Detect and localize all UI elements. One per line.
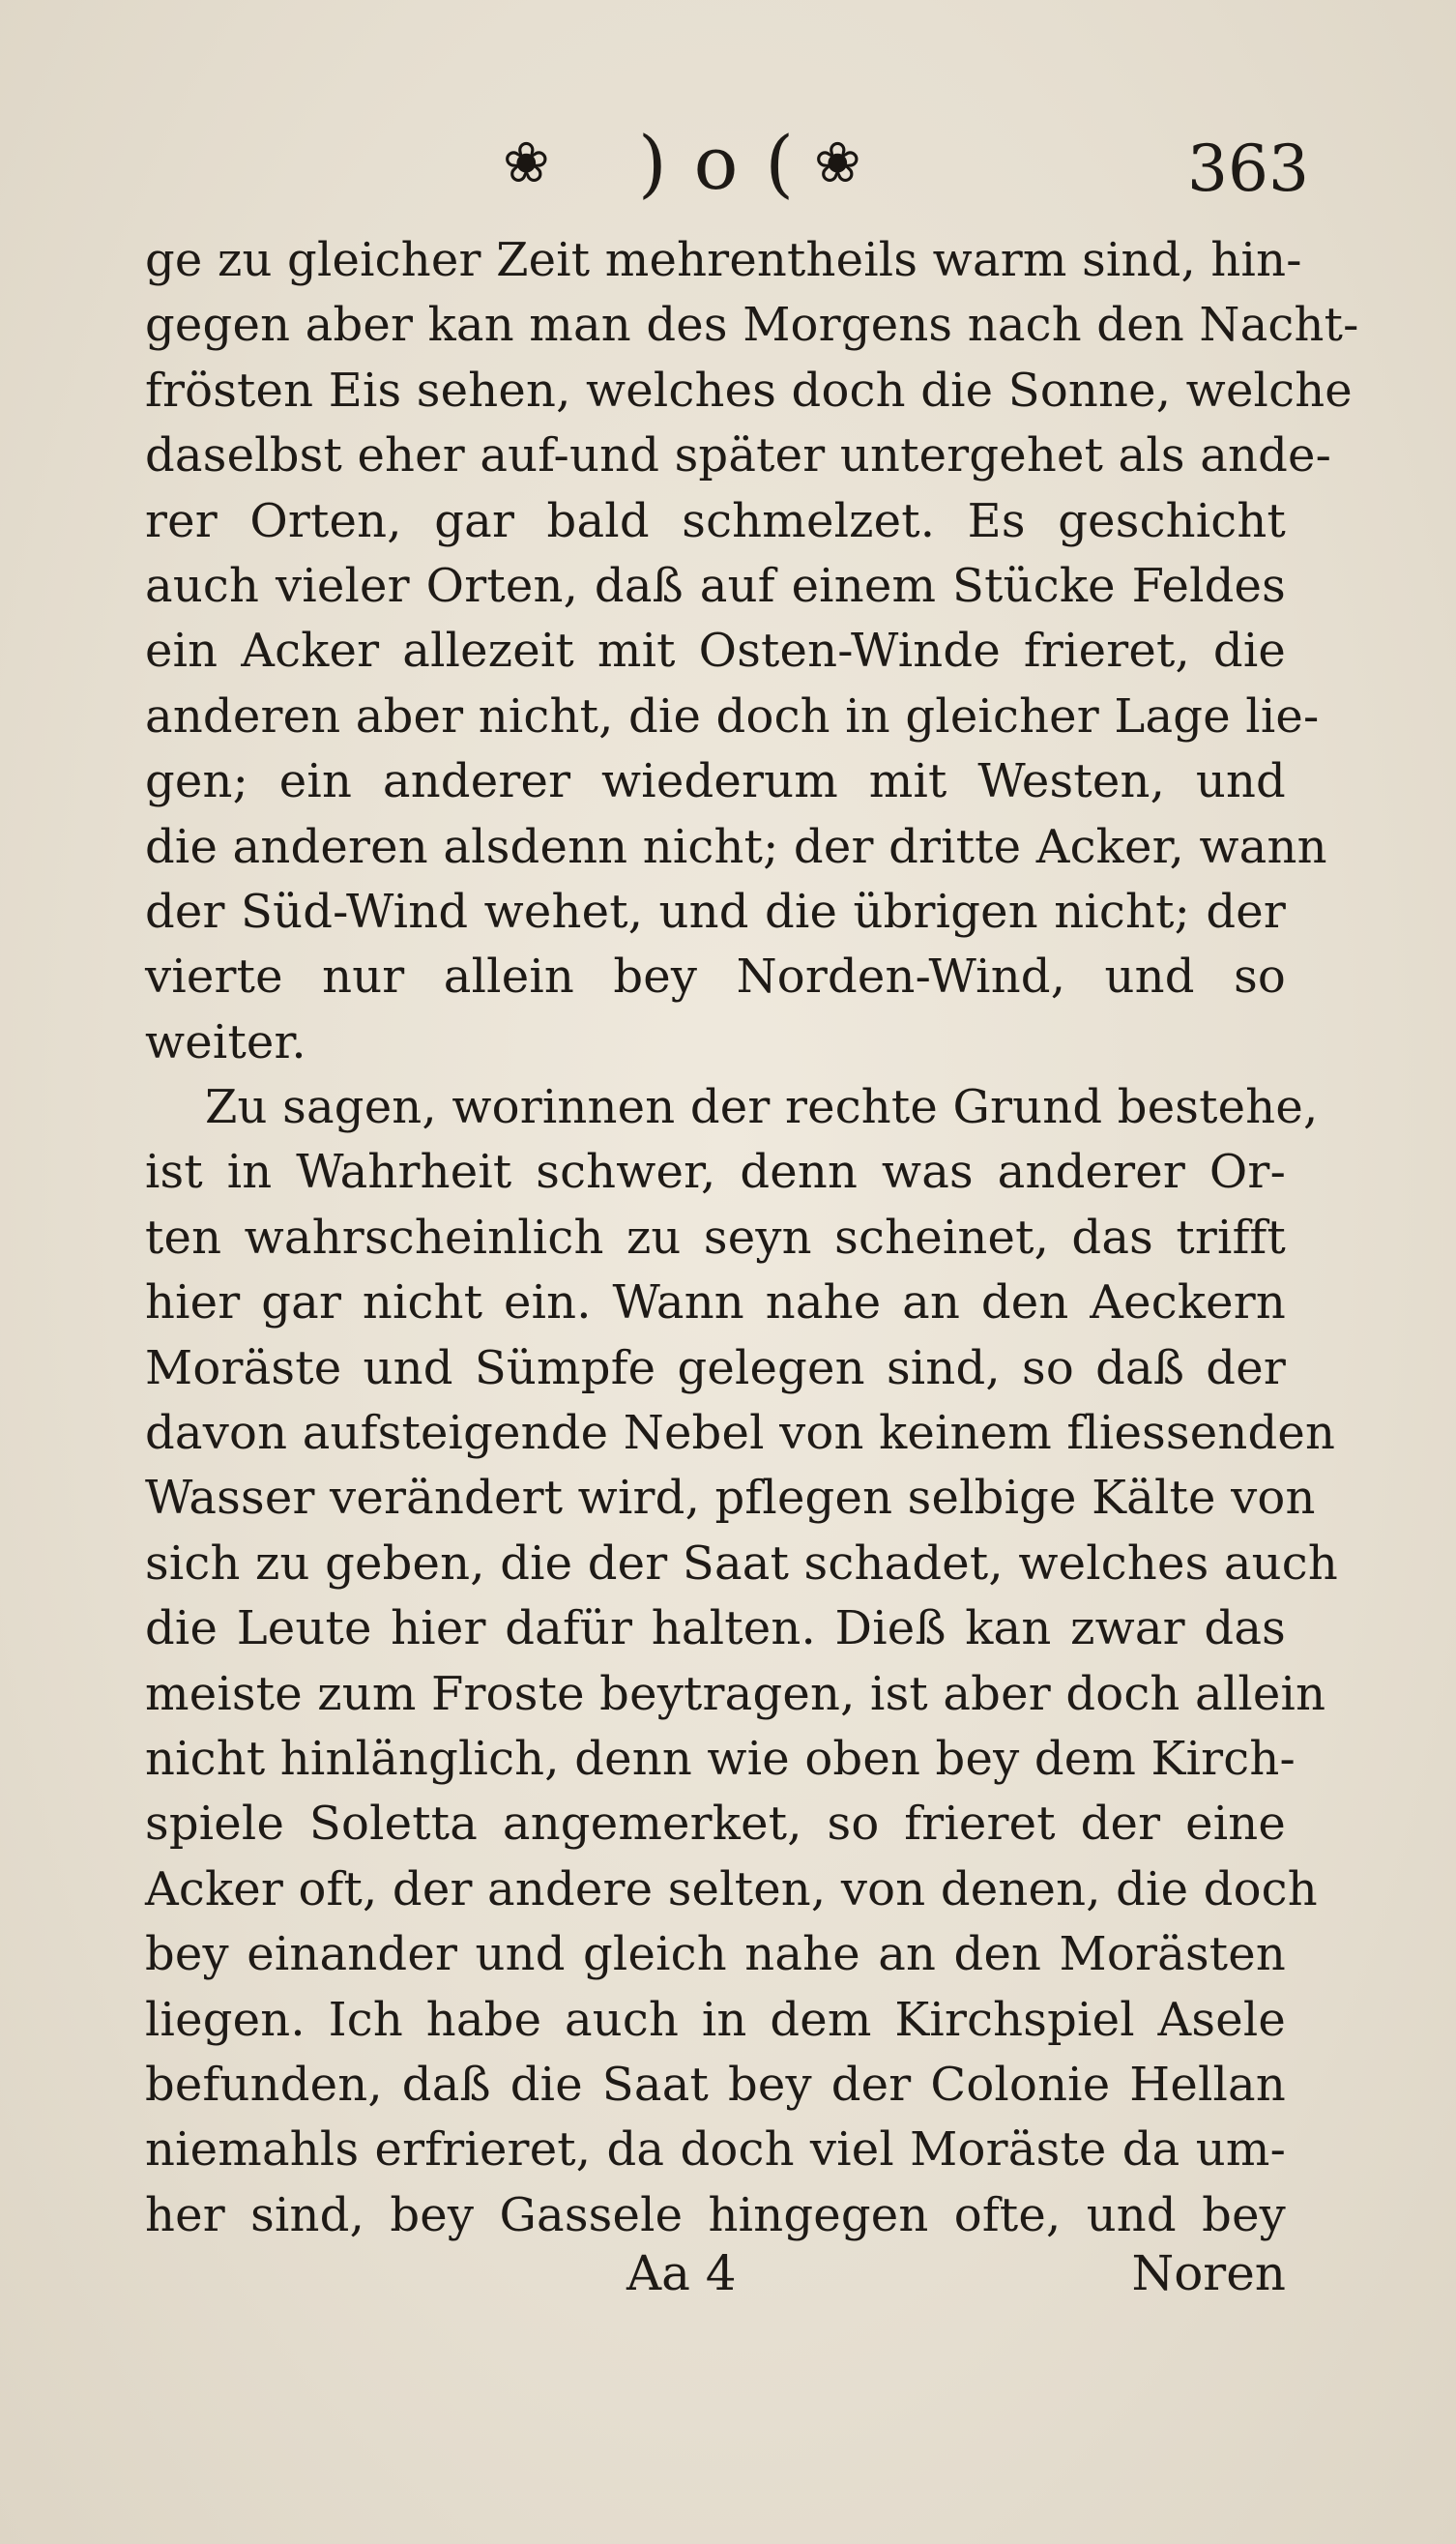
text-line: nicht hinlänglich, denn wie oben bey dem Kirch- xyxy=(145,1731,1296,1786)
text-line: hier gar nicht ein. Wann nahe an den Aeckern xyxy=(145,1275,1286,1330)
text-line: Moräste und Sümpfe gelegen sind, so daß der xyxy=(145,1340,1286,1395)
text-line: die Leute hier dafür halten. Dieß kan zwar das xyxy=(145,1601,1286,1656)
right-fleuron-icon: ❀ xyxy=(814,130,861,195)
signature-mark: Aa 4 xyxy=(626,2245,737,2301)
text-line: her sind, bey Gassele hingegen ofte, und bey xyxy=(145,2187,1286,2242)
text-line: spiele Soletta angemerket, so frieret der eine xyxy=(145,1797,1286,1852)
text-line: daselbst eher auf-und später untergehet als ande- xyxy=(145,428,1332,483)
text-line: ist in Wahrheit schwer, denn was anderer Or- xyxy=(145,1145,1286,1200)
body-text xyxy=(145,228,1359,2248)
text-line: vierte nur allein bey Norden-Wind, und so xyxy=(145,950,1286,1005)
text-line: gegen aber kan man des Morgens nach den Nacht- xyxy=(145,298,1359,353)
text-line: ten wahrscheinlich zu seyn scheinet, das trifft xyxy=(145,1210,1286,1265)
page-footer xyxy=(145,2245,1286,2313)
page-number: 363 xyxy=(1187,132,1309,206)
text-line: sich zu geben, die der Saat schadet, welches auch xyxy=(145,1535,1338,1591)
catchword: Noren xyxy=(1131,2245,1286,2301)
text-line: bey einander und gleich nahe an den Morästen xyxy=(145,1927,1286,1982)
text-line: gen; ein anderer wiederum mit Westen, und xyxy=(145,754,1286,809)
text-line: weiter. xyxy=(145,1014,306,1069)
text-line: niemahls erfrieret, da doch viel Moräste da um- xyxy=(145,2122,1286,2178)
header-center-ornament: )o( xyxy=(638,120,822,206)
text-line: liegen. Ich habe auch in dem Kirchspiel Asele xyxy=(145,1992,1286,2047)
text-line: anderen aber nicht, die doch in gleicher Lage lie- xyxy=(145,688,1320,744)
text-line: die anderen alsdenn nicht; der dritte Acker, wann xyxy=(145,819,1327,874)
text-line: meiste zum Froste beytragen, ist aber doch allein xyxy=(145,1666,1326,1721)
text-line: rer Orten, gar bald schmelzet. Es geschicht xyxy=(145,493,1286,548)
text-line: Wasser verändert wird, pflegen selbige Kälte von xyxy=(145,1471,1316,1526)
text-line: Acker oft, der andere selten, von denen, die doch xyxy=(145,1861,1318,1916)
running-head xyxy=(0,114,1456,220)
left-fleuron-icon: ❀ xyxy=(503,130,550,195)
text-line: befunden, daß die Saat bey der Colonie Hellan xyxy=(145,2057,1286,2112)
text-line: ein Acker allezeit mit Osten-Winde frieret, die xyxy=(145,624,1286,679)
paragraph-start-line: Zu sagen, worinnen der rechte Grund bestehe, xyxy=(205,1080,1319,1135)
text-line: auch vieler Orten, daß auf einem Stücke Feldes xyxy=(145,558,1286,613)
text-line: der Süd-Wind wehet, und die übrigen nicht; der xyxy=(145,884,1286,939)
text-line: davon aufsteigende Nebel von keinem fliessenden xyxy=(145,1406,1336,1461)
text-line: frösten Eis sehen, welches doch die Sonne, welche xyxy=(145,363,1353,418)
text-line: ge zu gleicher Zeit mehrentheils warm sind, hin- xyxy=(145,233,1302,287)
